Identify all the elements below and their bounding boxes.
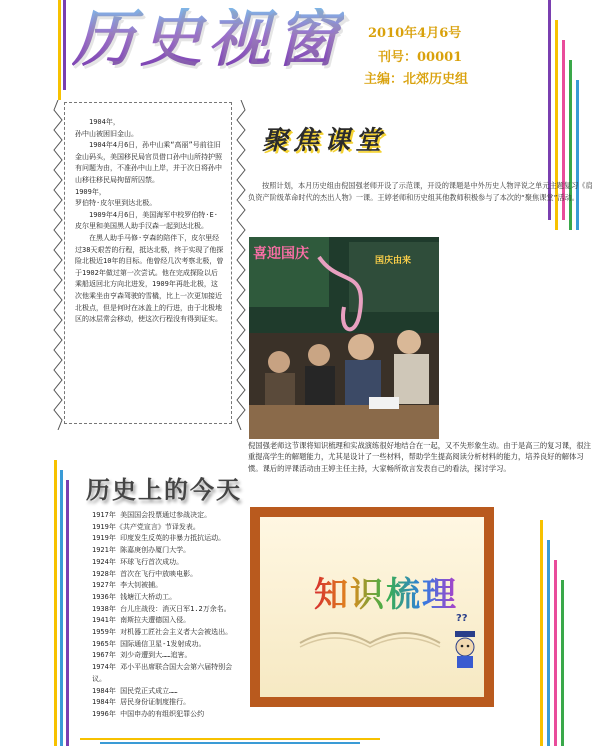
zigzag-border [235, 100, 247, 430]
timeline-paragraph: 孙中山被困旧金山。 [75, 129, 138, 138]
today-in-history-heading: 历史上的今天 [86, 475, 242, 504]
list-item: 1917年 美国国会投票通过参战决定。 [92, 511, 212, 519]
timeline-box [64, 102, 232, 424]
photo-caption: 倪国强老师这节课将知识梳理和实战演练很好地结合在一起，又不失形象生动。由于是高三的复习课，很注重提高学生的解题能力，尤其是设计了一些材料，帮助学生提高阅读分析材料的能力，培养良好的解体习惯。课后的评课活动由王婷主任主持，大家畅所欲言发表自己的看法，探讨学习。 [248, 441, 591, 473]
list-item: 1921年 陈嘉庚创办厦门大学。 [92, 546, 191, 555]
slide-panel [260, 517, 484, 697]
list-item: 1927年 李大钊被捕。 [92, 581, 163, 590]
decor-line [63, 0, 66, 90]
photo-banner: 喜迎国庆 [253, 246, 309, 262]
feature-intro: 按照计划，本月历史组由倪国强老师开设了示范课，开设的课题是中外历史人物评说之单元主题复习《肩负资产阶级革命时代的杰出人物》一课。王婷老师和历史组其他教师积极参与了本次的“聚焦课堂”活动。 [248, 181, 593, 202]
list-item: 1919年 印度发生反英的非暴力抵抗运动。 [92, 534, 226, 543]
issue-number: 刊号：00001 [378, 50, 463, 65]
timeline-paragraph: 1904年4月6日，孙中山乘“高丽”号前往旧金山码头，美国移民局官员借口孙中山所持护照有问题为由，不准孙中山上岸，并于次日将孙中山移往移民局拘留所囚禁。 [75, 141, 222, 184]
slide-title-text: 知识梳理 [314, 575, 458, 615]
decor-line [561, 580, 564, 746]
decor-line [80, 738, 380, 740]
mascot-icon [450, 629, 480, 669]
decor-line [58, 0, 61, 100]
list-item: 1996年 中国申办的有组织犯罪公约 [92, 709, 205, 718]
decor-line [547, 540, 550, 746]
decor-line [569, 60, 572, 230]
list-item: 1984年 国民党正式成立…… [92, 686, 178, 695]
list-item: 1984年 居民身份证制度推行。 [92, 698, 191, 707]
photo-banner-2: 国庆由来 [375, 256, 412, 266]
list-item: 1936年 钱塘江大桥动工。 [92, 592, 177, 601]
decor-line [554, 560, 557, 746]
timeline-paragraph: 罗伯特·皮尔里到达北极。 [75, 199, 157, 208]
list-item: 1941年 南斯拉夫遭德国入侵。 [92, 616, 191, 625]
list-item: 1959年 对机器工匠社会主义者大会被选出。 [92, 628, 233, 637]
decor-line [66, 480, 69, 746]
list-item: 1924年 环球飞行首次成功。 [92, 557, 184, 566]
decor-line [540, 520, 543, 746]
list-item: 1919年《共产党宣言》节译发表。 [92, 522, 200, 531]
decor-line [60, 470, 63, 746]
list-item: 1928年 首次在飞行中放映电影。 [92, 569, 198, 578]
masthead-title: 历史视窗 [72, 2, 345, 75]
timeline-paragraph: 1909年， [75, 187, 106, 196]
book-icon [290, 613, 450, 653]
decor-line [576, 80, 579, 230]
today-list [92, 510, 240, 721]
issue-date: 2010年4月6号 [368, 26, 462, 41]
list-item: 1967年 刘少奇遭到大……追害。 [92, 651, 192, 660]
decor-line [100, 742, 360, 744]
lesson-slide [250, 507, 494, 707]
list-item: 1974年 邓小平出席联合国大会第六届特别会议。 [92, 663, 233, 683]
question-marks-icon: ?? [456, 613, 468, 624]
section-heading-classroom: 聚焦课堂 [262, 126, 387, 156]
list-item: 1965年 国际通信卫星-1发射成功。 [92, 639, 206, 648]
list-item: 1938年 台儿庄战役：消灭日军1.2万余名。 [92, 604, 231, 613]
timeline-paragraph: 1904年， [89, 118, 120, 126]
issue-editor: 主编：北郊历史组 [364, 72, 469, 87]
timeline-paragraph: 在黑人助手马修·亨森的陪伴下，皮尔里经过38天艰苦的行程，抵达北极，终于实现了他探险北极近10年的目标。他曾经几次考察北极，曾于1902年做过第一次尝试。他在完成探险以后乘船返回北方向北进发，1909年再赴北极，这次他乘坐由亨森驾驶的雪橇，比上一次更加接近北极点，但是何时在冰盖上的行进，由于北极地区的冰层常会移动，使这次行程没有得到证实。 [75, 233, 224, 324]
timeline-paragraph: 1909年4月6日，美国海军中校罗伯特·E·皮尔里和美国黑人助手汉森一起到达北极。 [75, 210, 218, 231]
zigzag-border [52, 100, 64, 430]
classroom-photo [249, 237, 439, 439]
decor-line [54, 460, 57, 746]
slide-title [314, 567, 458, 616]
